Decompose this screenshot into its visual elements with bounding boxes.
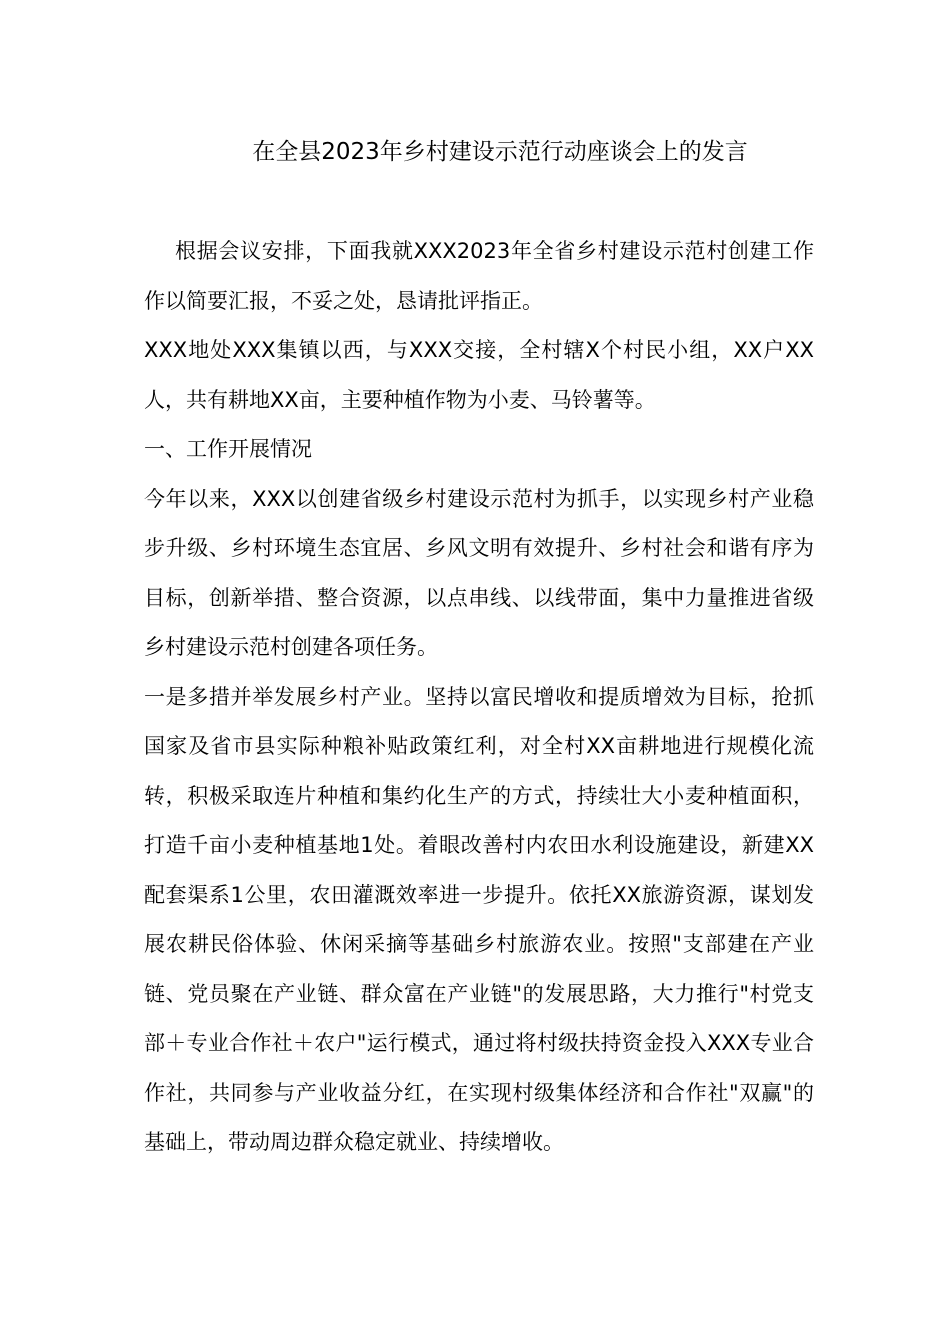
industry-development-paragraph: 一是多措并举发展乡村产业。坚持以富民增收和提质增效为目标，抢抓国家及省市县实际种粮补贴政策红利，对全村XX亩耕地进行规模化流转，积极采取连片种植和集约化生产的方式，持续壮大小麦种植面积，打造千亩小麦种植基地1处。着眼改善村内农田水利设施建设，新建XX配套渠系1公里，农田灌溉效率进一步提升。依托XX旅游资源，谋划发展农耕民俗体验、休闲采摘等基础乡村旅游农业。按照"支部建在产业链、党员聚在产业链、群众富在产业链"的发展思路，大力推行"村党支部＋专业合作社＋农户"运行模式，通过将村级扶持资金投入XXX专业合作社，共同参与产业收益分红，在实现村级集体经济和合作社"双赢"的基础上，带动周边群众稳定就业、持续增收。 (144, 684, 814, 1154)
village-overview-paragraph: XXX地处XXX集镇以西，与XXX交接，全村辖X个村民小组，XX户XX人，共有耕地XX亩，主要种植作物为小麦、马铃薯等。 (144, 338, 814, 412)
document-body (144, 227, 814, 1168)
intro-paragraph: 根据会议安排，下面我就XXX2023年全省乡村建设示范村创建工作作以简要汇报，不妥之处，恳请批评指正。 (144, 239, 814, 313)
work-summary-paragraph: 今年以来，XXX以创建省级乡村建设示范村为抓手，以实现乡村产业稳步升级、乡村环境生态宜居、乡风文明有效提升、乡村社会和谐有序为目标，创新举措、整合资源，以点串线、以线带面，集中力量推进省级乡村建设示范村创建各项任务。 (144, 486, 814, 659)
document-title: 在全县2023年乡村建设示范行动座谈会上的发言 (252, 139, 748, 165)
section-heading: 一、工作开展情况 (144, 437, 312, 461)
